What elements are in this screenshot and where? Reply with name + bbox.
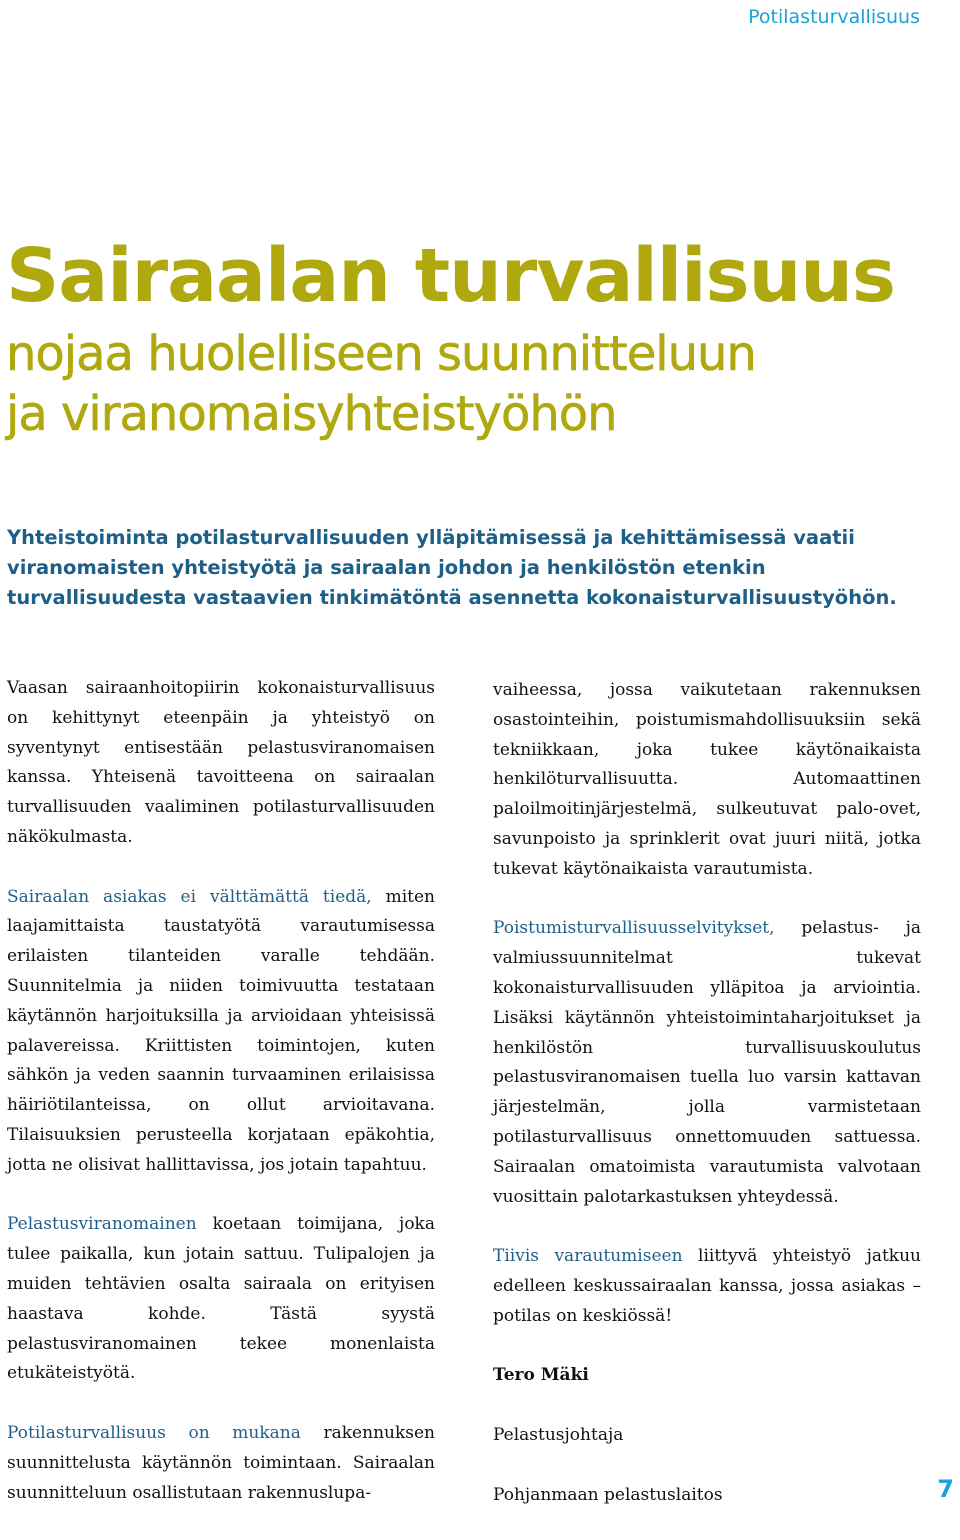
- article-title: [6, 228, 895, 444]
- paragraph: [7, 883, 435, 1181]
- title-line-2: nojaa huolelliseen suunnitteluun: [6, 326, 756, 382]
- paragraph: [7, 1419, 435, 1508]
- paragraph-text: miten laajamittaista taustatyötä varautumisessa erilaisten tilanteiden varalle tehdään. Suunnitelmia ja niiden toimivuutta testataan käytännön harjoituksilla ja arvioidaan yhteisissä palavereissa. Kriittisten toimintojen, kuten sähkön ja veden saannin turvaaminen erilaisissa häiriötilanteissa, on ollut arvioitavana. Tilaisuuksien perusteella korjataan epäkohtia, jotta ne olisivat hallittavissa, jos jotain tapahtuu.: [7, 886, 435, 1175]
- paragraph-text: rakennuksen suunnittelusta käytännön toimintaan. Sairaalan suunnitteluun osallistutaan rakennuslupa-: [7, 1422, 435, 1503]
- highlight-phrase: Poistumisturvallisuusselvitykset,: [493, 918, 775, 939]
- section-label: Potilasturvallisuus: [748, 6, 920, 28]
- highlight-phrase: Pelastusviranomainen: [7, 1214, 197, 1235]
- highlight-phrase: Potilasturvallisuus on mukana: [7, 1422, 301, 1443]
- paragraph-text: liittyvä yhteistyö jatkuu edelleen keskussairaalan kanssa, jossa asiakas – potilas on keskiössä!: [493, 1246, 921, 1326]
- highlight-phrase: Sairaalan asiakas ei välttämättä tiedä,: [7, 886, 372, 907]
- title-line-3: ja viranomaisyhteistyöhön: [6, 386, 617, 442]
- paragraph: vaiheessa, jossa vaikutetaan rakennuksen osastointeihin, poistumismahdollisuuksiin sekä tekniikkaan, joka tukee käytönaikaista henkilöturvallisuutta. Automaattinen paloilmoitinjärjestelmä, sulkeutuvat palo-ovet, savunpoisto ja sprinklerit ovat juuri niitä, jotka tukevat käytönaikaista varautumista.: [493, 680, 921, 879]
- title-line-1: Sairaalan turvallisuus: [6, 233, 895, 319]
- left-column: [7, 674, 435, 1538]
- page-number: 7: [937, 1475, 954, 1503]
- paragraph: [493, 1242, 921, 1331]
- paragraph-text: pelastus- ja valmiussuunnitelmat tukevat kokonaisturvallisuuden ylläpitoa ja arviointia. Lisäksi käytännön yhteistoimintaharjoitukset ja henkilöstön turvallisuuskoulutus pelastusviranomaisen tuella luo varsin kattavan järjestelmän, jolla varmistetaan potilasturvallisuus onnettomuuden sattuessa. Sairaalan omatoimista varautumista valvotaan vuosittain palotarkastuksen yhteydessä.: [493, 918, 921, 1207]
- author-organization: Pohjanmaan pelastuslaitos: [493, 1484, 723, 1505]
- lead-paragraph: Yhteistoiminta potilasturvallisuuden ylläpitämisessä ja kehittämisessä vaatii viranomaisten yhteistyötä ja sairaalan johdon ja henkilöstön etenkin turvallisuudesta vastaavien tinkimätöntä asennetta kokonaisturvallisuustyöhön.: [7, 526, 897, 609]
- highlight-phrase: Tiivis varautumiseen: [493, 1246, 683, 1267]
- paragraph: [7, 1210, 435, 1389]
- paragraph-text: koetaan toimijana, joka tulee paikalla, kun jotain sattuu. Tulipalojen ja muiden tehtävien osalta sairaala on erityisen haastava kohde. Tästä syystä pelastusviranomainen tekee monenlaista etukäteistyötä.: [7, 1214, 435, 1384]
- author-name: Tero Mäki: [493, 1365, 589, 1386]
- right-column: [493, 676, 921, 1540]
- author-role: Pelastusjohtaja: [493, 1424, 624, 1445]
- signature: [493, 1361, 921, 1510]
- paragraph: [493, 914, 921, 1212]
- paragraph: Vaasan sairaanhoitopiirin kokonaisturvallisuus on kehittynyt eteenpäin ja yhteistyö on syventynyt entisestään pelastusviranomaisen kanssa. Yhteisenä tavoitteena on sairaalan turvallisuuden vaaliminen potilasturvallisuuden näkökulmasta.: [7, 678, 435, 847]
